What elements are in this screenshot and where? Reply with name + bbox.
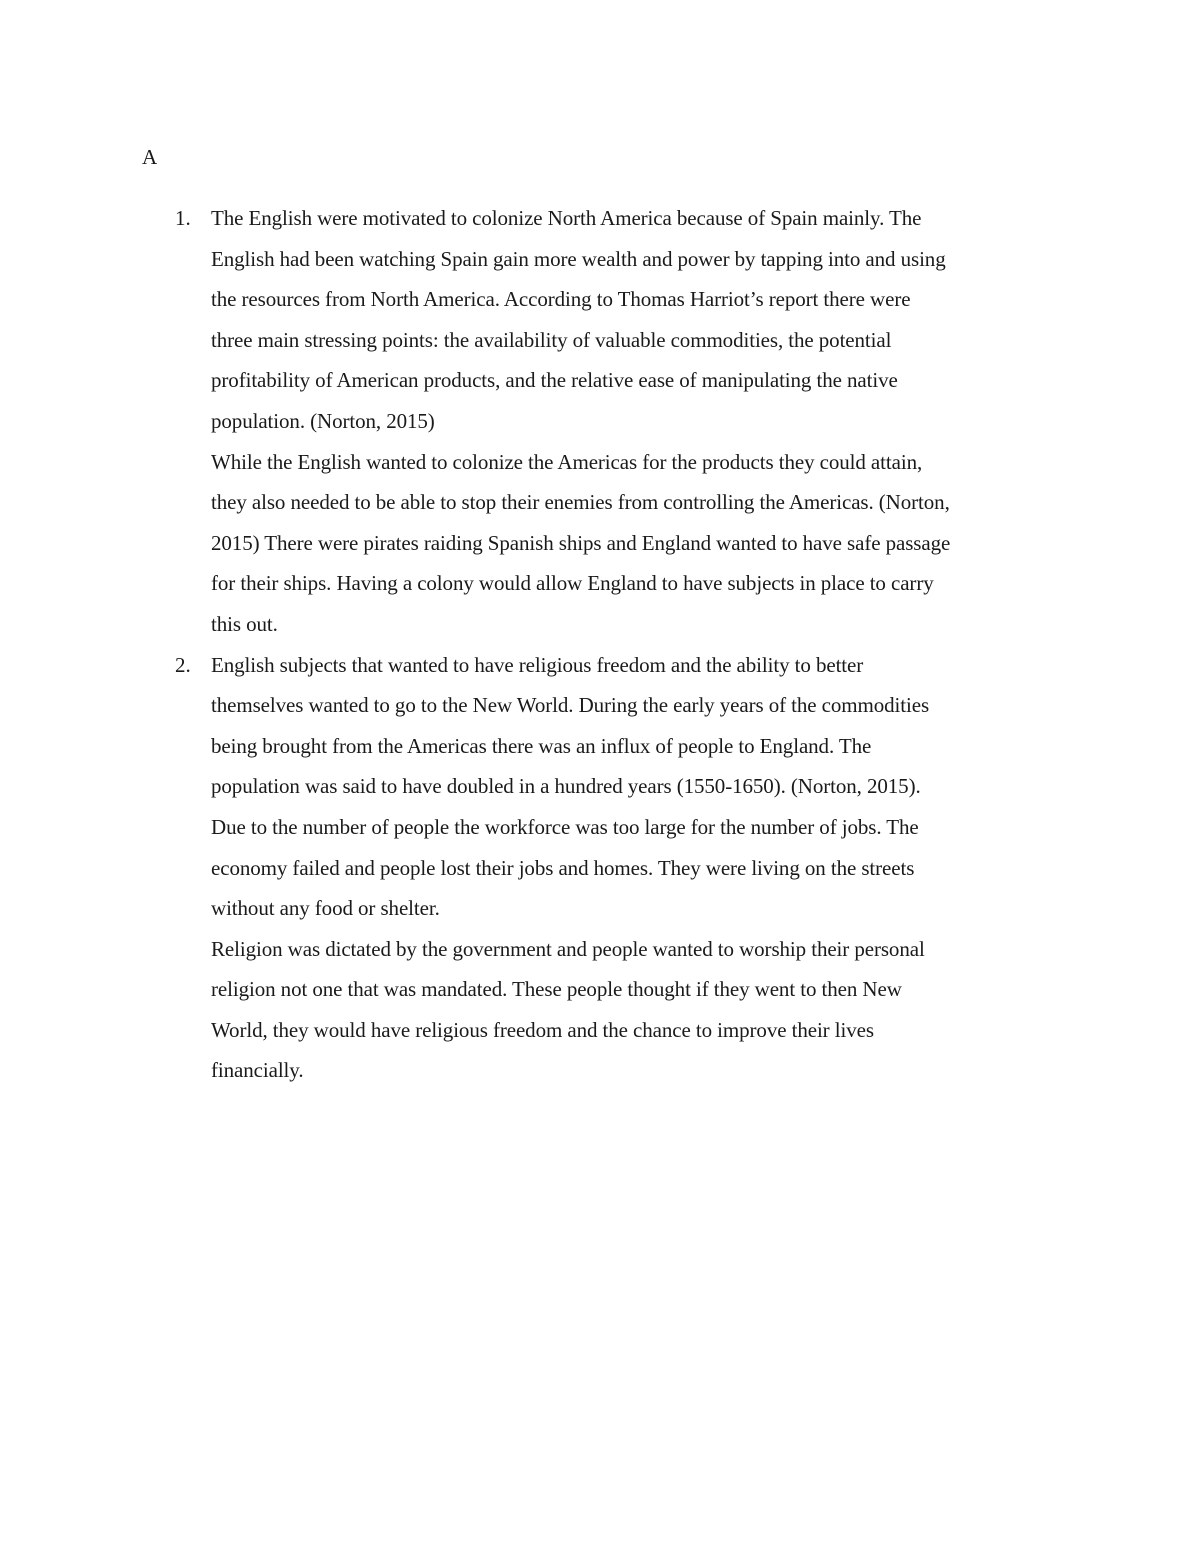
section-heading: A (142, 145, 158, 169)
text-line: financially. (211, 1058, 304, 1083)
list-number: 1. (175, 206, 191, 230)
text-line: population. (Norton, 2015) (211, 408, 435, 433)
text-line: this out. (211, 611, 278, 636)
text-line: Due to the number of people the workforce was too large for the number of jobs. The (211, 814, 919, 839)
text-line: The English were motivated to colonize North America because of Spain mainly. The (211, 206, 922, 230)
text-line: they also needed to be able to stop their enemies from controlling the Americas. (Norton, (211, 490, 950, 515)
text-line: themselves wanted to go to the New World. During the early years of the commodities (211, 693, 930, 718)
list-number: 2. (175, 652, 191, 677)
text-line: economy failed and people lost their jobs and homes. They were living on the streets (211, 855, 915, 880)
text-line: without any food or shelter. (211, 896, 440, 921)
paragraph (211, 929, 1061, 1091)
text-line: English subjects that wanted to have religious freedom and the ability to better (211, 652, 864, 677)
paragraph (211, 645, 1061, 929)
text-line: World, they would have religious freedom and the chance to improve their lives (211, 1017, 874, 1042)
list-item-1 (0, 198, 1200, 645)
text-line: religion not one that was mandated. These people thought if they went to then New (211, 977, 902, 1002)
paragraph (211, 442, 1061, 645)
text-line: population was said to have doubled in a hundred years (1550-1650). (Norton, 2015). (211, 774, 921, 799)
text-line: Religion was dictated by the government and people wanted to worship their personal (211, 936, 925, 961)
list-item-2 (0, 645, 1200, 1092)
text-line: three main stressing points: the availability of valuable commodities, the potential (211, 327, 892, 352)
text-line: the resources from North America. According to Thomas Harriot’s report there were (211, 287, 911, 312)
answer-list (0, 198, 1200, 1091)
text-line: 2015) There were pirates raiding Spanish ships and England wanted to have safe passage (211, 530, 951, 555)
text-line: English had been watching Spain gain more wealth and power by tapping into and using (211, 246, 946, 271)
paragraph (211, 198, 1061, 442)
text-line: profitability of American products, and the relative ease of manipulating the native (211, 368, 898, 393)
text-line: for their ships. Having a colony would allow England to have subjects in place to carry (211, 571, 934, 596)
text-line: While the English wanted to colonize the Americas for the products they could attain, (211, 449, 923, 474)
text-line: being brought from the Americas there was an influx of people to England. The (211, 733, 872, 758)
